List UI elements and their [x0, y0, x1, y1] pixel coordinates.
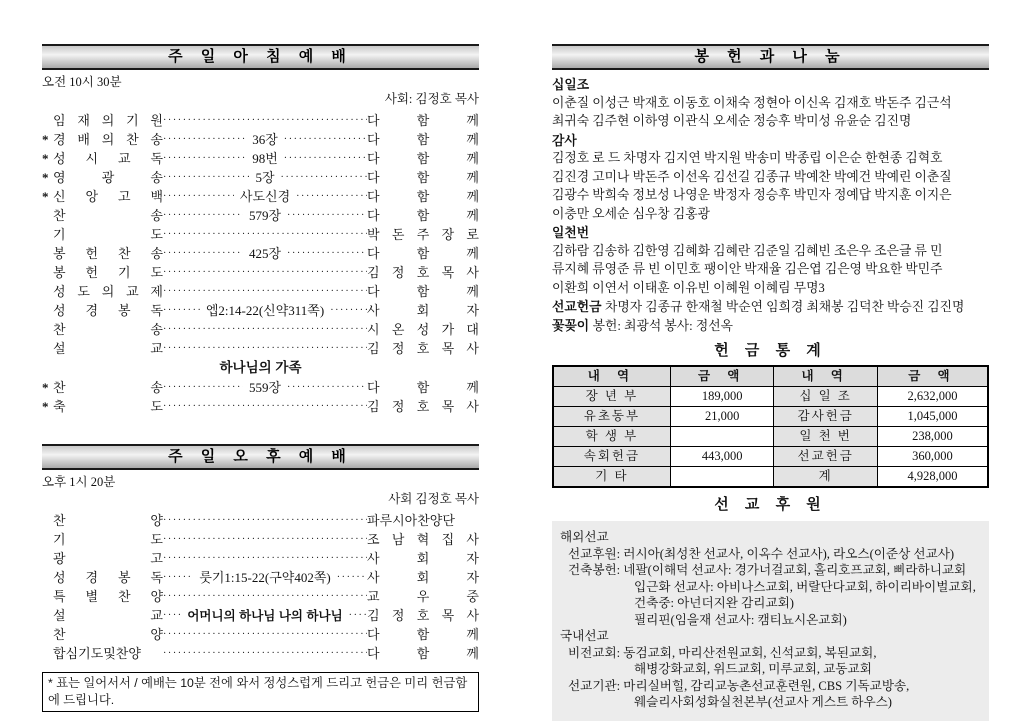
- order-center: 559장: [248, 380, 282, 395]
- offering-inline-label: 꽃꽂이: [552, 317, 593, 333]
- order-line: [42, 606, 479, 625]
- afternoon-order-list: [42, 511, 479, 663]
- order-center: 사도신경: [239, 189, 291, 204]
- dot-leader: [296, 187, 367, 206]
- order-center: 36장: [252, 132, 278, 147]
- order-right: 김 정 호 목 사: [367, 341, 479, 356]
- offering-names-line: 김정호 로 드 차명자 김지연 박지원 박송미 박종립 이은순 한현종 김혁호: [552, 151, 943, 165]
- mission-line: 선교기관: 마리실버힐, 감리교농촌선교훈련원, CBS 기독교방송,: [568, 678, 910, 693]
- order-label: 찬 양: [53, 627, 163, 642]
- order-line: [42, 263, 479, 282]
- dot-leader: [163, 568, 193, 587]
- morning-service-time: 오전 10시 30분: [42, 75, 122, 89]
- order-line: [42, 130, 479, 149]
- order-right: 사 회 자: [367, 570, 480, 585]
- dot-leader: [163, 339, 367, 358]
- order-line: [42, 644, 479, 663]
- stats-category-cell: 유초동부: [553, 407, 670, 427]
- stats-header-cell: 내 역: [553, 366, 670, 387]
- offering-group-heading: 감사: [552, 132, 577, 148]
- stats-header-row: [553, 366, 988, 387]
- order-line: [42, 206, 479, 225]
- dot-leader: [163, 625, 367, 644]
- order-line: [42, 530, 479, 549]
- dot-leader: [163, 397, 367, 416]
- order-label: 축 도: [53, 399, 163, 414]
- order-right: 다 함 께: [367, 189, 480, 204]
- order-line: [42, 225, 479, 244]
- dot-leader: [163, 111, 367, 130]
- stats-category-cell: 감사헌금: [774, 407, 877, 427]
- order-label: 봉 헌 기 도: [53, 265, 163, 280]
- order-right: 다 함 께: [367, 151, 479, 166]
- dot-leader: [163, 606, 181, 625]
- order-star: *: [42, 151, 49, 166]
- stats-category-cell: 선교헌금: [774, 447, 877, 467]
- offering-names-line: 이춘질 이성근 박재호 이동호 이채숙 정현아 이신옥 김재호 박돈주 김근석: [552, 95, 952, 110]
- order-label: 광 고: [53, 551, 163, 566]
- order-label: 영 광 송: [53, 170, 163, 185]
- dot-leader: [163, 530, 367, 549]
- offering-block: [552, 75, 989, 334]
- order-line: [42, 549, 479, 568]
- sermon-title: 하나님의 가족: [219, 360, 302, 375]
- mission-line: 국내선교: [560, 629, 609, 643]
- stats-amount-cell: 4,928,000: [877, 467, 988, 488]
- stats-amount-cell: [670, 467, 774, 488]
- offering-names-line: 김광수 박희숙 정보성 나영운 박정자 정승후 박민자 정예답 박지훈 이지은: [552, 188, 952, 202]
- stats-category-cell: 기 타: [553, 467, 670, 488]
- dot-leader: [163, 587, 367, 606]
- offering-names-line: 김하람 김송하 김한영 김혜화 김혜란 김준일 김혜빈 조은우 조은글 류 민: [552, 243, 943, 258]
- morning-order-list: [42, 111, 479, 416]
- order-label: 설 교: [53, 341, 163, 356]
- stats-header-cell: 내 역: [774, 366, 877, 387]
- dot-leader: [349, 606, 367, 625]
- offering-group-heading: 일천번: [552, 225, 590, 240]
- dot-leader: [287, 206, 367, 225]
- mission-line: 필리핀(임을재 선교사: 캠티뇨시온교회): [634, 612, 847, 627]
- dot-leader: [163, 187, 234, 206]
- order-line: [42, 282, 479, 301]
- order-right: 파루시아찬양단: [367, 513, 455, 528]
- stats-header-cell: 금 액: [670, 366, 774, 387]
- offering-names-line: 류지혜 류영준 류 빈 이민호 팽이안 박재율 김은엽 김은영 박요한 박민주: [552, 262, 943, 276]
- order-center: 425장: [248, 246, 282, 261]
- order-right: 박 돈 주 장 로: [367, 227, 479, 242]
- mission-line: 해병강화교회, 위드교회, 미루교회, 교동교회: [634, 662, 872, 676]
- order-line: [42, 111, 479, 130]
- order-label: 찬 양: [53, 513, 163, 528]
- mission-line: 건축봉헌: 네팔(이해덕 선교사: 경가너걸교회, 홀리호프교회, 삐라하니교회: [568, 563, 967, 577]
- mission-line: 건축중: 아넌더지완 감리교회): [634, 596, 794, 610]
- order-label: 찬 송: [53, 208, 163, 223]
- dot-leader: [163, 644, 367, 663]
- offering-names-line: 이환희 이연서 이태훈 이유빈 이혜원 이혜림 무명3: [552, 280, 825, 295]
- order-right: 다 함 께: [367, 627, 479, 642]
- order-center: 어머니의 하나님 나의 하나님: [187, 609, 343, 623]
- mission-line: 선교후원: 러시아(최성찬 선교사, 이옥수 선교사), 라오스(이준상 선교사): [568, 546, 955, 561]
- order-line: [42, 339, 479, 358]
- order-right: 다 함 께: [367, 113, 479, 128]
- order-label: 성 경 봉 독: [53, 570, 163, 585]
- note-box: * 표는 일어서서 / 예배는 10분 전에 와서 정성스럽게 드리고 헌금은 미리 헌금함에 드립니다.: [42, 672, 479, 712]
- stats-amount-cell: 238,000: [877, 427, 988, 447]
- order-center: 룻기1:15-22(구약402쪽): [199, 570, 331, 585]
- mission-line: 비전교회: 동검교회, 마리산전원교회, 신석교회, 복된교회,: [568, 645, 877, 660]
- stats-row: [553, 447, 988, 467]
- stats-amount-cell: 189,000: [670, 387, 774, 407]
- mission-box: [552, 521, 989, 721]
- order-line: [42, 149, 479, 168]
- dot-leader: [163, 549, 367, 568]
- stats-row: [553, 427, 988, 447]
- order-right: 사 회 자: [367, 551, 479, 566]
- afternoon-service-title-bar: 주 일 오 후 예 배: [42, 444, 479, 470]
- order-right: 교 우 중: [367, 589, 479, 604]
- order-right: 다 함 께: [367, 646, 479, 661]
- dot-leader: [163, 282, 367, 301]
- morning-service-mc: 사회: 김정호 목사: [384, 92, 479, 106]
- mission-title: 선 교 후 원: [714, 496, 827, 513]
- order-right: 다 함 께: [367, 380, 479, 395]
- dot-leader: [163, 244, 243, 263]
- offering-names-line: 최귀숙 김주현 이하영 이관식 오세순 정승후 박미성 유윤순 김진명: [552, 114, 912, 128]
- order-line: [42, 397, 479, 416]
- dot-leader: [337, 568, 367, 587]
- order-label: 봉 헌 찬 송: [53, 246, 163, 261]
- order-right: 다 함 께: [367, 132, 479, 147]
- stats-amount-cell: 443,000: [670, 447, 774, 467]
- offering-inline-text: 봉헌: 최광석 봉사: 정선옥: [592, 318, 733, 333]
- dot-leader: [163, 301, 200, 320]
- order-line: [42, 244, 479, 263]
- order-center: 5장: [255, 170, 275, 185]
- order-star: *: [42, 132, 49, 147]
- stats-row: [553, 407, 988, 427]
- dot-leader: [163, 263, 367, 282]
- order-right: 김 정 호 목 사: [367, 399, 479, 414]
- order-label: 성 경 봉 독: [53, 303, 163, 318]
- stats-category-cell: 십 일 조: [774, 387, 877, 407]
- stats-table: [552, 365, 989, 488]
- order-star: *: [42, 170, 49, 185]
- stats-amount-cell: 2,632,000: [877, 387, 988, 407]
- dot-leader: [163, 320, 367, 339]
- left-column: [42, 44, 479, 712]
- stats-row: [553, 387, 988, 407]
- order-right: 다 함 께: [367, 208, 479, 223]
- order-right: 다 함 께: [367, 246, 479, 261]
- stats-amount-cell: 360,000: [877, 447, 988, 467]
- stats-category-cell: 장 년 부: [553, 387, 670, 407]
- order-label: 찬 송: [53, 380, 163, 395]
- dot-leader: [163, 225, 367, 244]
- dot-leader: [163, 511, 367, 530]
- afternoon-service-mc: 사회 김정호 목사: [388, 492, 479, 506]
- order-label: 찬 송: [53, 322, 163, 337]
- order-right: 시 온 성 가 대: [367, 322, 479, 337]
- order-center: 98번: [252, 151, 278, 166]
- order-star: *: [42, 399, 49, 414]
- order-label: 설 교: [53, 608, 163, 623]
- offering-inline-text: 차명자 김종규 한재철 박순연 임희경 최채봉 김덕찬 박승진 김진명: [605, 300, 965, 314]
- stats-header-cell: 금 액: [877, 366, 988, 387]
- offering-inline-line: [552, 297, 989, 316]
- order-right: 김 정 호 목 사: [367, 265, 479, 280]
- order-line: [42, 625, 479, 644]
- order-star: *: [42, 380, 49, 395]
- order-line: [42, 511, 479, 530]
- dot-leader: [163, 378, 243, 397]
- order-label: 특 별 찬 양: [53, 589, 163, 604]
- order-line: [42, 568, 479, 587]
- stats-amount-cell: [670, 427, 774, 447]
- order-line: [42, 320, 479, 339]
- order-star: *: [42, 189, 49, 204]
- offering-inline-line: [552, 316, 989, 335]
- morning-service-title-bar: 주 일 아 침 예 배: [42, 44, 479, 70]
- dot-leader: [284, 149, 367, 168]
- dot-leader: [284, 130, 367, 149]
- dot-leader: [281, 168, 367, 187]
- offering-inline-label: 선교헌금: [552, 299, 606, 314]
- order-line: [42, 378, 479, 397]
- order-right: 다 함 께: [367, 284, 479, 299]
- order-center: 579장: [248, 208, 282, 223]
- dot-leader: [163, 149, 246, 168]
- stats-category-cell: 속회헌금: [553, 447, 670, 467]
- mission-line: 입근화 선교사: 아비나스교회, 버랄단다교회, 하이리바이벌교회,: [634, 579, 976, 594]
- stats-category-cell: 학 생 부: [553, 427, 670, 447]
- order-right: 사 회 자: [367, 303, 480, 318]
- order-line: [42, 301, 479, 320]
- stats-amount-cell: 21,000: [670, 407, 774, 427]
- order-label: 기 도: [53, 227, 163, 242]
- dot-leader: [163, 168, 249, 187]
- order-line: [42, 187, 479, 206]
- dot-leader: [287, 378, 367, 397]
- offering-group-heading: 십일조: [552, 77, 590, 92]
- offering-names-line: 김진경 고미나 박돈주 이선옥 김선길 김종규 박예찬 박예건 박예린 이춘질: [552, 169, 952, 184]
- dot-leader: [330, 301, 367, 320]
- dot-leader: [287, 244, 367, 263]
- stats-title: 헌 금 통 계: [714, 342, 827, 359]
- order-center: 엡2:14-22(신약311쪽): [205, 303, 325, 318]
- afternoon-service-time: 오후 1시 20분: [42, 475, 116, 489]
- order-right: 김 정 호 목 사: [367, 608, 480, 623]
- order-label: 기 도: [53, 532, 163, 547]
- right-column: [552, 44, 989, 721]
- order-label: 신 앙 고 백: [53, 189, 163, 204]
- order-label: 성 시 교 독: [53, 151, 163, 166]
- mission-line: 해외선교: [560, 530, 609, 544]
- stats-category-cell: 계: [774, 467, 877, 488]
- dot-leader: [163, 130, 246, 149]
- dot-leader: [163, 206, 243, 225]
- mission-line: 웨슬리사회성화실천본부(선교사 게스트 하우스): [634, 695, 892, 709]
- order-label: 성 도 의 교 제: [53, 284, 163, 299]
- order-line: [42, 168, 479, 187]
- order-right: 다 함 께: [367, 170, 479, 185]
- order-label: 경 배 의 찬 송: [53, 132, 163, 147]
- order-right: 조 남 혁 집 사: [367, 532, 479, 547]
- offering-title-bar: 봉 헌 과 나 눔: [552, 44, 989, 70]
- stats-row: [553, 467, 988, 488]
- order-line: [42, 587, 479, 606]
- stats-category-cell: 일 천 번: [774, 427, 877, 447]
- order-label: 합심기도및찬양: [53, 646, 141, 661]
- order-label: 임 재 의 기 원: [53, 113, 163, 128]
- offering-names-line: 이충만 오세순 심우창 김홍광: [552, 206, 710, 221]
- stats-amount-cell: 1,045,000: [877, 407, 988, 427]
